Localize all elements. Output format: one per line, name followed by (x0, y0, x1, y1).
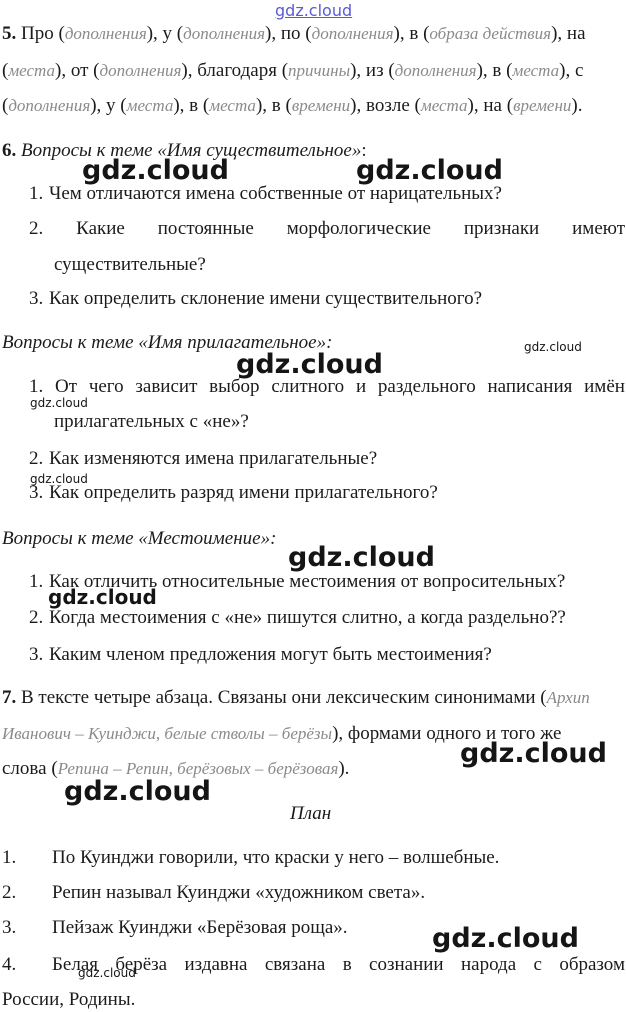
word: имён (584, 376, 625, 397)
plan-item: 2. Репин называл Куинджи «художником света». (2, 882, 426, 903)
text-run: ), в ( (476, 60, 513, 81)
word: издавна (184, 954, 248, 975)
text-run: ), у ( (90, 95, 127, 116)
grammar-note: дополнения (311, 24, 394, 43)
word: с (533, 954, 542, 975)
watermark: gdz.cloud (524, 340, 582, 354)
word: признаки (463, 218, 540, 239)
word: морфологические (286, 218, 431, 239)
word: раздельного (377, 376, 476, 397)
grammar-note: дополнения (394, 61, 477, 80)
task-number: 6. (2, 140, 17, 161)
grammar-note: места (126, 96, 174, 115)
word: в (342, 954, 352, 975)
list-item: 3. Как определить разряд имени прилагательного? (29, 482, 438, 503)
text-run: ), от ( (55, 60, 100, 81)
list-item (29, 375, 625, 399)
task-number: 7. (2, 687, 17, 708)
watermark: gdz.cloud (64, 776, 211, 807)
grammar-note: дополнения (64, 24, 147, 43)
list-item: 1. Чем отличаются имена собственные от нарицательных? (29, 183, 502, 204)
plan-item-continuation: России, Родины. (2, 989, 136, 1010)
text-run: ), в ( (173, 95, 210, 116)
word: написания (487, 376, 573, 397)
watermark: gdz.cloud (30, 396, 88, 410)
section-heading-pronoun: Вопросы к теме «Местоимение»: (2, 528, 277, 549)
watermark: gdz.cloud (432, 923, 579, 954)
grammar-note: дополнения (99, 61, 182, 80)
word: От (55, 376, 78, 397)
list-item-continuation: существительные? (54, 254, 206, 275)
item-number: 2. (29, 218, 44, 239)
watermark-top[interactable]: gdz.cloud (275, 1, 353, 20)
plan-item: 1. По Куинджи говорили, что краски у него – волшебные. (2, 847, 500, 868)
grammar-note: причины (288, 61, 351, 80)
plan-item: 4. Белая берёза издавна связана в сознании народа с образом (2, 954, 625, 975)
watermark: gdz.cloud (236, 349, 383, 380)
task5-line-2 (2, 59, 583, 83)
list-item: 3. Как определить склонение имени существительного? (29, 288, 483, 309)
text-run: ). (571, 95, 583, 116)
text-run: ), возле ( (350, 95, 421, 116)
section-heading-noun: Вопросы к теме «Имя существительное» (21, 140, 362, 161)
list-item: 2. Когда местоимения с «не» пишутся слитно, а когда раздельно?? (29, 607, 566, 628)
text-run: ), на (551, 23, 586, 44)
word: образом (559, 954, 625, 975)
word: имеют (572, 218, 625, 239)
word: связана (264, 954, 326, 975)
item-number: 1. (29, 376, 44, 397)
list-item: 3. Каким членом предложения могут быть местоимения? (29, 644, 492, 665)
text-run: ), у ( (146, 23, 184, 44)
watermark: gdz.cloud (356, 155, 503, 186)
grammar-note: дополнения (8, 96, 91, 115)
text-run: ), на ( (467, 95, 514, 116)
word: народа (460, 954, 517, 975)
word: слитного (271, 376, 345, 397)
task5-line-1 (2, 22, 586, 46)
text-run: ( (2, 60, 9, 81)
task7-line-1: 7. В тексте четыре абзаца. Связаны они лексическим синонимами (Архип (2, 687, 590, 708)
section-heading-adjective: Вопросы к теме «Имя прилагательное»: (2, 332, 333, 353)
word: Белая (52, 954, 98, 975)
grammar-note: дополнения (183, 24, 266, 43)
plan-title: План (290, 803, 332, 824)
grammar-note: времени (513, 96, 572, 115)
text-run: ), в ( (393, 23, 430, 44)
watermark: gdz.cloud (288, 542, 435, 573)
task7-line-3: слова (Репина – Репин, берёзовых – берёзовая). (2, 758, 350, 779)
list-item (29, 217, 625, 241)
task5-line-3 (2, 94, 582, 118)
text-run: ), из ( (350, 60, 395, 81)
watermark: gdz.cloud (48, 585, 157, 609)
watermark: gdz.cloud (82, 155, 229, 186)
task7-line-2: Иванович – Куинджи, белые стволы – берёзы), формами одного и того же (2, 723, 562, 744)
word: чего (88, 376, 124, 397)
grammar-note: места (512, 61, 560, 80)
grammar-note: времени (291, 96, 351, 115)
task-number: 5. (2, 23, 17, 44)
grammar-note: места (8, 61, 56, 80)
word: Какие (76, 218, 125, 239)
task5-text (21, 23, 586, 44)
grammar-note: образа действия (429, 24, 552, 43)
task6-heading: 6. Вопросы к теме «Имя существительное»: (2, 140, 367, 161)
text-run: ( (2, 95, 9, 116)
word: зависит (135, 376, 198, 397)
text-run: ), по ( (265, 23, 312, 44)
grammar-note: места (420, 96, 468, 115)
word: и (355, 376, 367, 397)
list-item: 2. Как изменяются имена прилагательные? (29, 448, 378, 469)
watermark: gdz.cloud (460, 738, 607, 769)
text-run: ), с (559, 60, 584, 81)
plan-item: 3. Пейзаж Куинджи «Берёзовая роща». (2, 917, 348, 938)
grammar-note: места (209, 96, 256, 115)
text-run: ), в ( (255, 95, 292, 116)
text-run: ), благодаря ( (181, 60, 289, 81)
watermark: gdz.cloud (30, 472, 88, 486)
word: постоянные (157, 218, 254, 239)
list-item-continuation: прилагательных с «не»? (54, 411, 249, 432)
text-run: Про ( (21, 23, 65, 44)
list-item: 1. Как отличить относительные местоимения от вопросительных? (29, 571, 566, 592)
word: выбор (209, 376, 260, 397)
word: сознании (369, 954, 444, 975)
watermark: gdz.cloud (78, 966, 136, 980)
word: берёза (115, 954, 168, 975)
